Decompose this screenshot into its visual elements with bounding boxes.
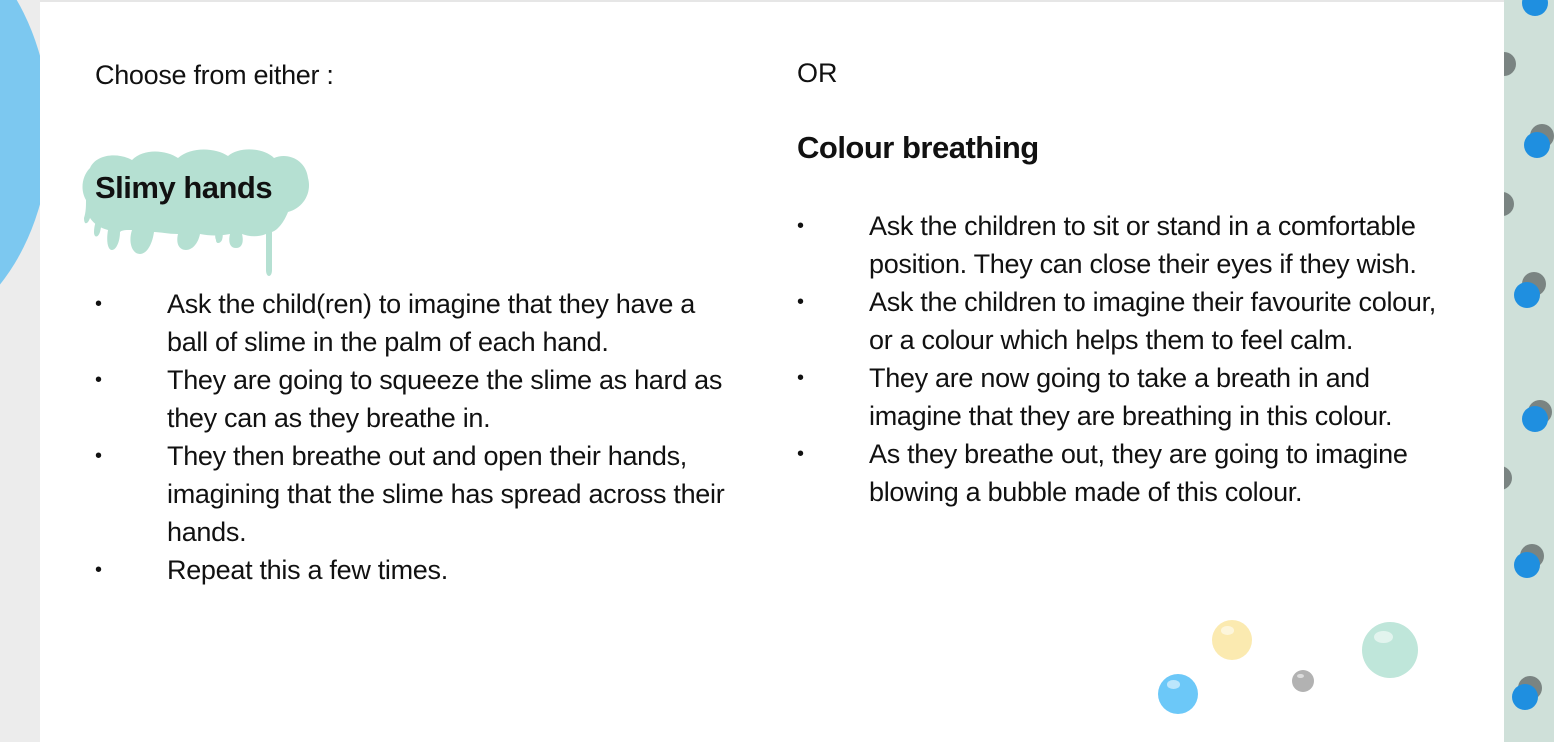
- bullet-icon: •: [95, 559, 102, 581]
- dot-pattern-strip: [1504, 0, 1554, 742]
- bubble-icon: [1292, 670, 1314, 692]
- bullet-icon: •: [797, 291, 804, 313]
- list-item-text: Ask the children to imagine their favourite colour, or a colour which helps them to feel calm.: [869, 287, 1437, 355]
- list-item: [95, 437, 735, 551]
- bullet-icon: •: [95, 293, 102, 315]
- colour-breathing-title: Colour breathing: [797, 130, 1039, 165]
- list-item-text: As they breathe out, they are going to imagine blowing a bubble made of this colour.: [869, 439, 1408, 507]
- slimy-hands-title: Slimy hands: [95, 170, 273, 205]
- list-item: [797, 359, 1457, 435]
- list-item-text: They are now going to take a breath in and imagine that they are breathing in this colour.: [869, 363, 1393, 431]
- bullet-icon: •: [797, 443, 804, 465]
- dot-pattern-icon: [1514, 552, 1540, 578]
- slimy-hands-list: [95, 285, 735, 589]
- list-item-text: Ask the child(ren) to imagine that they have a ball of slime in the palm of each hand.: [167, 289, 695, 357]
- dot-pattern-icon: [1522, 406, 1548, 432]
- bubble-icon: [1362, 622, 1418, 678]
- list-item: [797, 435, 1457, 511]
- list-item: [797, 283, 1457, 359]
- bubble-icon: [1212, 620, 1252, 660]
- bullet-icon: •: [95, 369, 102, 391]
- bullet-icon: •: [797, 215, 804, 237]
- dot-pattern-icon: [1524, 132, 1550, 158]
- list-item-text: Ask the children to sit or stand in a comfortable position. They can close their eyes if they wish.: [869, 211, 1417, 279]
- intro-text: Choose from either :: [95, 60, 334, 90]
- list-item: [95, 285, 735, 361]
- slimy-hands-heading: [80, 146, 312, 282]
- colour-breathing-list: [797, 207, 1457, 511]
- list-item-text: They are going to squeeze the slime as hard as they can as they breathe in.: [167, 365, 723, 433]
- list-item: [95, 551, 735, 589]
- bubble-icon: [1158, 674, 1198, 714]
- dot-pattern-icon: [1504, 52, 1516, 76]
- list-item-text: They then breathe out and open their hands, imagining that the slime has spread across their hands.: [167, 441, 725, 547]
- list-item: [797, 207, 1457, 283]
- list-item-text: Repeat this a few times.: [167, 555, 448, 585]
- dot-pattern-icon: [1504, 466, 1512, 490]
- dot-pattern-icon: [1514, 282, 1540, 308]
- bullet-icon: •: [797, 367, 804, 389]
- blue-blob-shape: [0, 0, 40, 340]
- dot-pattern-icon: [1512, 684, 1538, 710]
- page-top-edge: [40, 0, 1504, 2]
- dot-pattern-icon: [1504, 192, 1514, 216]
- bullet-icon: •: [95, 445, 102, 467]
- slime-splat-icon: [80, 146, 312, 282]
- list-item: [95, 361, 735, 437]
- or-label: OR: [797, 58, 838, 88]
- left-decoration: [0, 0, 40, 742]
- dot-pattern-icon: [1522, 0, 1548, 16]
